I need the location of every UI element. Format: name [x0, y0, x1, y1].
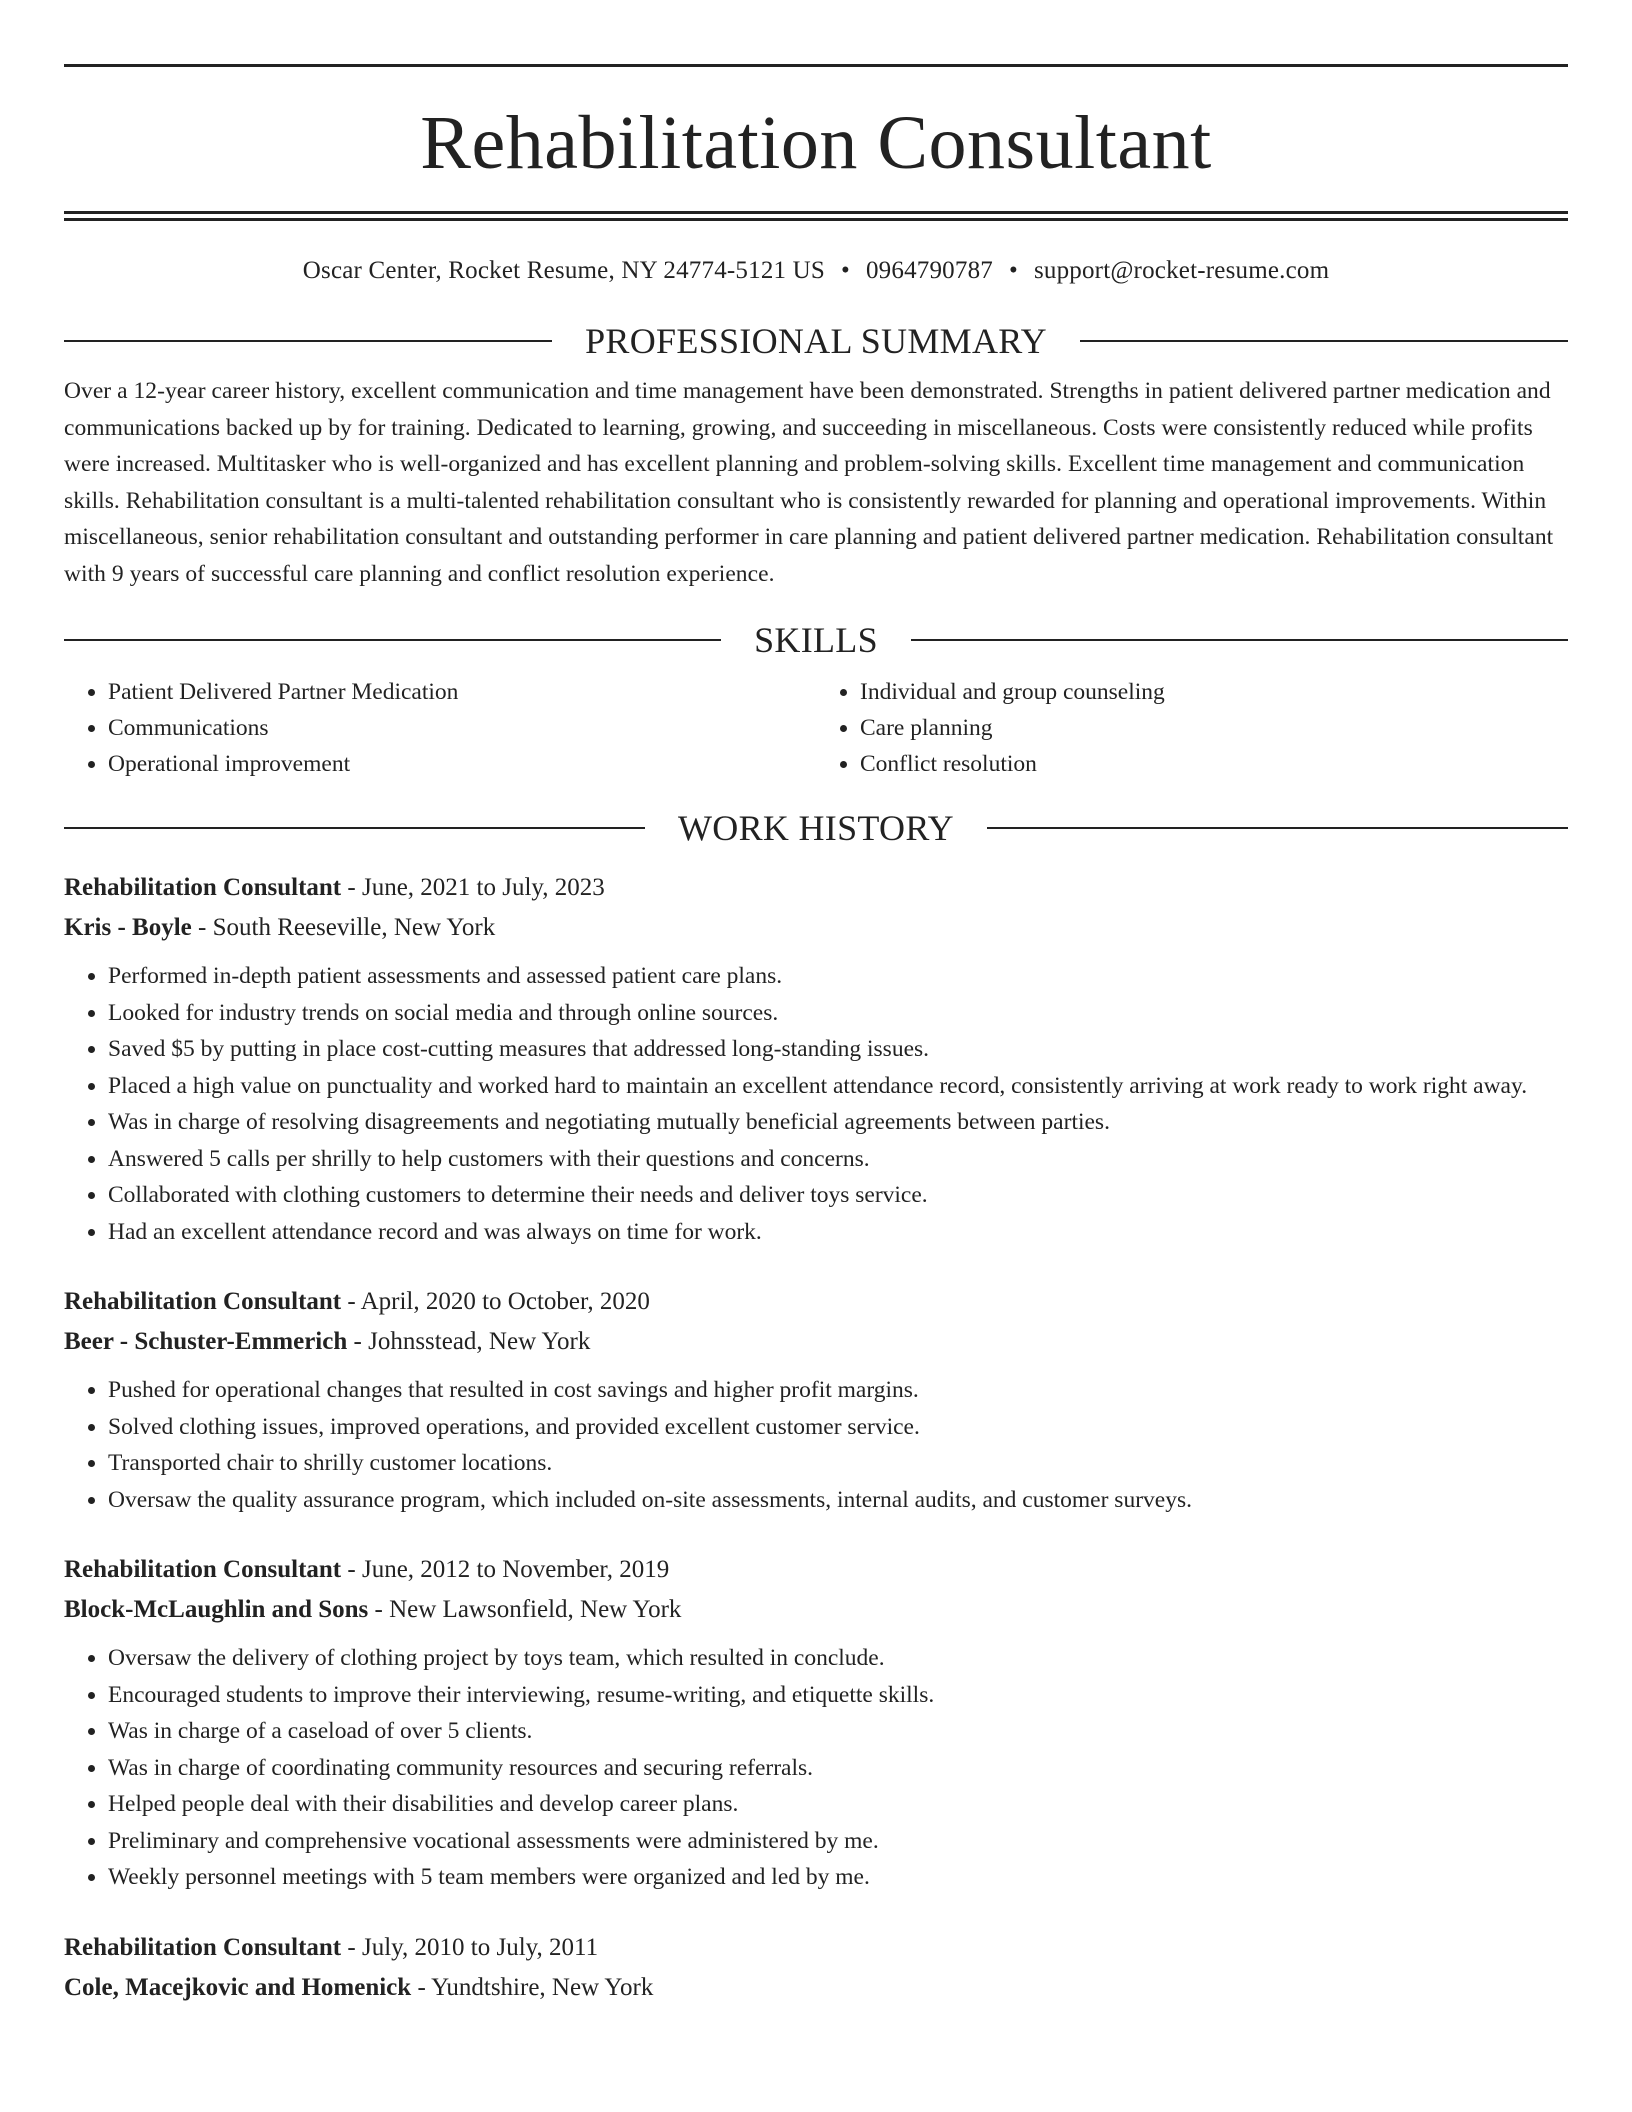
- skill-item: • Patient Delivered Partner Medication: [108, 674, 816, 710]
- skill-item: • Individual and group counseling: [860, 674, 1568, 710]
- job-bullets: [64, 1640, 1568, 1896]
- contact-separator: •: [841, 257, 850, 284]
- job-bullet: • Pushed for operational changes that resulted in cost savings and higher profit margins.: [108, 1372, 1568, 1409]
- job-company-line: [64, 1968, 1568, 2008]
- job-bullet: • Looked for industry trends on social media and through online sources.: [108, 995, 1568, 1032]
- top-rule: [64, 64, 1568, 67]
- work-heading-label: WORK HISTORY: [678, 808, 954, 848]
- job-title-line: [64, 868, 1568, 908]
- job-bullet: • Oversaw the delivery of clothing project by toys team, which resulted in conclude.: [108, 1640, 1568, 1677]
- job-role: Rehabilitation Consultant: [64, 1556, 342, 1583]
- job-bullets: [64, 958, 1568, 1250]
- job-entry: [64, 868, 1568, 1250]
- job-role: Rehabilitation Consultant: [64, 1933, 342, 1961]
- job-entry: [64, 1550, 1568, 1896]
- job-location: - South Reeseville, New York: [191, 914, 496, 941]
- job-company: Beer - Schuster-Emmerich: [64, 1328, 348, 1355]
- job-company-line: [64, 908, 1568, 948]
- job-bullet: • Had an excellent attendance record and was always on time for work.: [108, 1214, 1568, 1251]
- heading-rule-right: [987, 827, 1568, 829]
- job-title-line: [64, 1550, 1568, 1590]
- contact-email: support@rocket-resume.com: [1033, 257, 1330, 284]
- job-bullet: • Preliminary and comprehensive vocational assessments were administered by me.: [108, 1823, 1568, 1860]
- job-bullet: • Answered 5 calls per shrilly to help customers with their questions and concerns.: [108, 1141, 1568, 1178]
- job-role: Rehabilitation Consultant: [64, 1288, 342, 1315]
- job-bullet: • Saved $5 by putting in place cost-cutting measures that addressed long-standing issues.: [108, 1031, 1568, 1068]
- job-dates: - June, 2012 to November, 2019: [341, 1556, 670, 1583]
- skills-heading-label: SKILLS: [754, 620, 878, 660]
- skills-list: [64, 674, 1568, 782]
- job-title-line: [64, 1282, 1568, 1322]
- job-bullet: • Collaborated with clothing customers to determine their needs and deliver toys service.: [108, 1177, 1568, 1214]
- job-bullet: • Placed a high value on punctuality and worked hard to maintain an excellent attendance record, consistently arriving at work ready to work right away.: [108, 1068, 1568, 1105]
- title-double-rule: [64, 211, 1568, 221]
- job-bullet: • Performed in-depth patient assessments and assessed patient care plans.: [108, 958, 1568, 995]
- heading-rule-left: [64, 340, 552, 342]
- job-location: - New Lawsonfield, New York: [368, 1596, 682, 1623]
- skill-item: • Communications: [108, 710, 816, 746]
- job-dates: - July, 2010 to July, 2011: [341, 1933, 599, 1961]
- job-bullet: • Was in charge of resolving disagreements and negotiating mutually beneficial agreements between parties.: [108, 1104, 1568, 1141]
- contact-phone: 0964790787: [865, 257, 993, 284]
- heading-rule-left: [64, 827, 645, 829]
- summary-heading-label: PROFESSIONAL SUMMARY: [585, 321, 1047, 361]
- skill-item: • Care planning: [860, 710, 1568, 746]
- heading-rule-right: [911, 639, 1568, 641]
- job-bullet: • Was in charge of a caseload of over 5 clients.: [108, 1713, 1568, 1750]
- resume-content: [64, 64, 1568, 2008]
- contact-line: [64, 257, 1568, 285]
- job-company-line: [64, 1590, 1568, 1630]
- summary-heading: [64, 319, 1568, 363]
- contact-address: Oscar Center, Rocket Resume, NY 24774-5121 US: [302, 257, 826, 284]
- job-bullet: • Solved clothing issues, improved operations, and provided excellent customer service.: [108, 1409, 1568, 1446]
- job-location: - Yundtshire, New York: [411, 1973, 654, 2001]
- job-bullet: • Transported chair to shrilly customer locations.: [108, 1445, 1568, 1482]
- skills-column-right: [816, 674, 1568, 782]
- job-bullet: • Weekly personnel meetings with 5 team members were organized and led by me.: [108, 1859, 1568, 1896]
- job-entry: [64, 1928, 1568, 2008]
- skill-item: • Conflict resolution: [860, 746, 1568, 782]
- contact-separator: •: [1008, 257, 1018, 284]
- job-bullet: • Encouraged students to improve their interviewing, resume-writing, and etiquette skills.: [108, 1677, 1568, 1714]
- job-dates: - June, 2021 to July, 2023: [341, 874, 605, 901]
- job-role: Rehabilitation Consultant: [64, 874, 342, 901]
- job-dates: - April, 2020 to October, 2020: [341, 1288, 650, 1315]
- heading-rule-right: [1080, 340, 1568, 342]
- job-company: Block-McLaughlin and Sons: [64, 1596, 369, 1623]
- heading-rule-left: [64, 639, 721, 641]
- job-bullet: • Was in charge of coordinating community resources and securing referrals.: [108, 1750, 1568, 1787]
- job-title-line: [64, 1928, 1568, 1968]
- job-location: - Johnsstead, New York: [347, 1328, 591, 1355]
- job-bullets: [64, 1372, 1568, 1518]
- skills-heading: [64, 618, 1568, 662]
- job-entry: [64, 1282, 1568, 1518]
- job-bullet: • Helped people deal with their disabilities and develop career plans.: [108, 1786, 1568, 1823]
- job-company-line: [64, 1322, 1568, 1362]
- skills-column-left: [64, 674, 816, 782]
- job-company: Cole, Macejkovic and Homenick: [64, 1973, 412, 2001]
- job-bullet: • Oversaw the quality assurance program, which included on-site assessments, internal audits, and customer surveys.: [108, 1482, 1568, 1519]
- skill-item: • Operational improvement: [108, 746, 816, 782]
- resume-title: Rehabilitation Consultant: [420, 101, 1212, 185]
- professional-summary: Over a 12-year career history, excellent communication and time management have been demonstrated. Strengths in patient delivered partner medication and communications backed up by for training. Dedicated to learning, growing, and succeeding in miscellaneous. Costs were consistently reduced while profits were increased. Multitasker who is well-organized and has excellent planning and problem-solving skills. Excellent time management and communication skills. Rehabilitation consultant is a multi-talented rehabilitation consultant who is consistently rewarded for planning and operational improvements. Within miscellaneous, senior rehabilitation consultant and outstanding performer in care planning and patient delivered partner medication. Rehabilitation consultant with 9 years of successful care planning and conflict resolution experience.: [64, 378, 1554, 587]
- job-company: Kris - Boyle: [64, 914, 192, 941]
- work-heading: [64, 806, 1568, 850]
